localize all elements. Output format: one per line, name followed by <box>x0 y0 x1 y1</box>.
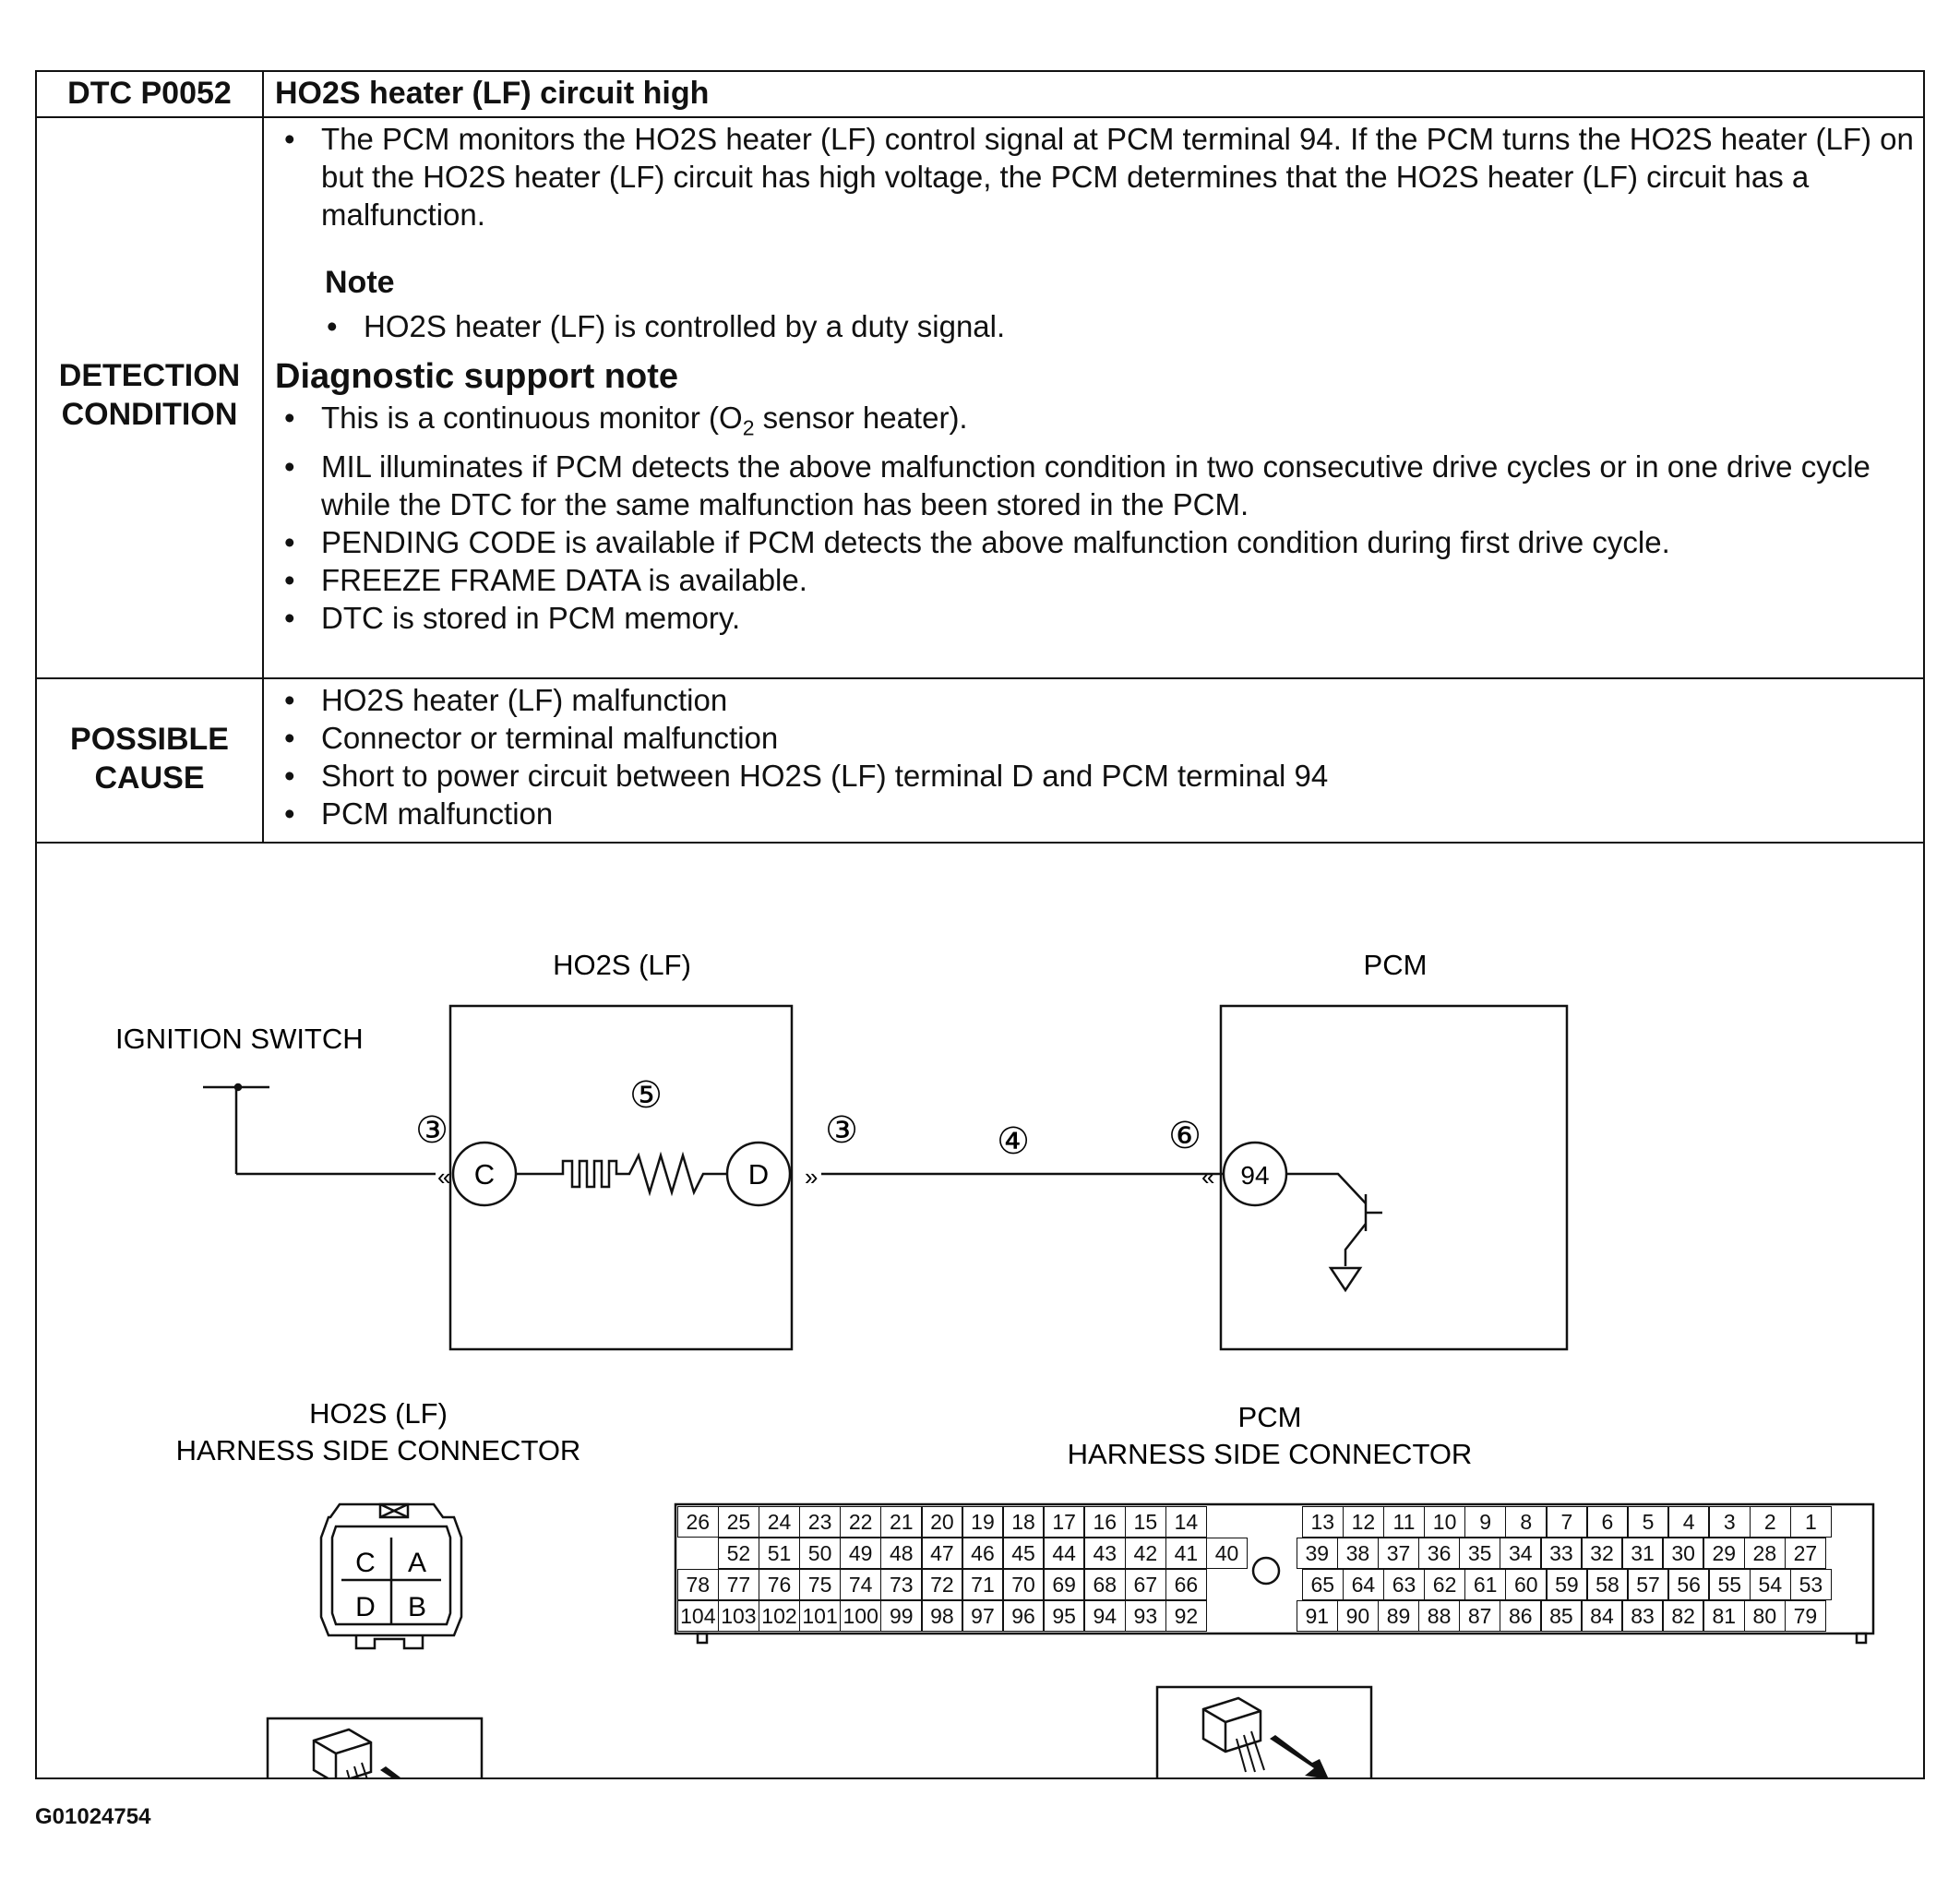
callout-3-right: ③ <box>825 1110 858 1151</box>
dtc-title: HO2S heater (LF) circuit high <box>275 76 710 111</box>
pcm-pin: 28 <box>1744 1538 1787 1569</box>
pcm-pin: 10 <box>1424 1506 1466 1538</box>
ignition-switch-label: IGNITION SWITCH <box>115 1023 364 1055</box>
pcm-pin-row-left <box>678 1569 1207 1600</box>
ho2s-connector-caption-line1: HO2S (LF) <box>309 1397 448 1430</box>
pcm-pin: 56 <box>1667 1569 1710 1600</box>
dsn-bullet: • FREEZE FRAME DATA is available. <box>269 561 1921 599</box>
pcm-pin: 73 <box>880 1569 923 1600</box>
pcm-pin: 40 <box>1206 1538 1249 1569</box>
cause-bullets <box>269 681 1921 832</box>
row-divider <box>37 677 1923 679</box>
pcm-pin: 53 <box>1790 1569 1833 1600</box>
ho2s-pin-d: D <box>355 1592 376 1622</box>
pcm-pin: 68 <box>1083 1569 1126 1600</box>
transistor-symbol <box>1286 1174 1382 1290</box>
pcm-pin: 30 <box>1662 1538 1704 1569</box>
pcm-pin: 76 <box>759 1569 801 1600</box>
pcm-pin: 52 <box>718 1538 760 1569</box>
pcm-pin: 87 <box>1459 1600 1501 1632</box>
label-line: CAUSE <box>94 760 205 796</box>
callout-3-left: ③ <box>415 1110 448 1151</box>
pcm-pin: 41 <box>1165 1538 1208 1569</box>
note-bullets <box>312 307 1921 345</box>
pcm-pin: 86 <box>1500 1600 1542 1632</box>
figure-id: G01024754 <box>35 1804 151 1829</box>
pcm-pin: 36 <box>1418 1538 1461 1569</box>
pcm-pin: 13 <box>1302 1506 1345 1538</box>
subscript: 2 <box>742 415 755 440</box>
cause-bullet: • Connector or terminal malfunction <box>269 719 1921 757</box>
pcm-pin-row-right <box>1297 1538 1826 1569</box>
pcm-pin: 17 <box>1043 1506 1085 1538</box>
label-line: POSSIBLE <box>70 722 229 757</box>
pcm-pin: 67 <box>1125 1569 1167 1600</box>
callout-4: ④ <box>997 1121 1030 1162</box>
pcm-title: PCM <box>1363 949 1428 981</box>
possible-cause-content <box>269 681 1921 832</box>
pcm-pin: 2 <box>1750 1506 1792 1538</box>
dsn-bullet: • PENDING CODE is available if PCM detects the above malfunction condition during first drive cycle. <box>269 523 1921 561</box>
pcm-pin: 96 <box>1002 1600 1045 1632</box>
pcm-pin: 70 <box>1002 1569 1045 1600</box>
pcm-pin: 60 <box>1505 1569 1548 1600</box>
pcm-pin: 31 <box>1621 1538 1664 1569</box>
pcm-pin: 11 <box>1383 1506 1426 1538</box>
pcm-pin: 103 <box>718 1600 760 1632</box>
pcm-pin: 92 <box>1165 1600 1208 1632</box>
pcm-pin: 9 <box>1464 1506 1507 1538</box>
pcm-pin: 59 <box>1546 1569 1588 1600</box>
pcm-pin: 42 <box>1125 1538 1167 1569</box>
pcm-pin: 64 <box>1343 1569 1385 1600</box>
connector-chevron-icon: « <box>437 1163 451 1191</box>
pcm-pin-row-left <box>678 1538 1248 1569</box>
pcm-pin: 35 <box>1459 1538 1501 1569</box>
harness-view-icon <box>268 1718 482 1777</box>
ho2s-pin-c: C <box>355 1548 376 1578</box>
pcm-pin: 54 <box>1750 1569 1792 1600</box>
pcm-pin: 84 <box>1581 1600 1623 1632</box>
pcm-pin <box>677 1538 720 1569</box>
pcm-pin: 77 <box>718 1569 760 1600</box>
note-bullet: • HO2S heater (LF) is controlled by a duty signal. <box>312 307 1921 345</box>
dtc-code: DTC P0052 <box>67 76 232 111</box>
note-title: Note <box>325 265 395 300</box>
pcm-pin: 24 <box>759 1506 801 1538</box>
pcm-pin: 26 <box>677 1506 720 1538</box>
pcm-pin: 100 <box>840 1600 882 1632</box>
pcm-pin: 57 <box>1627 1569 1669 1600</box>
row-divider <box>37 116 1923 118</box>
pcm-pin: 5 <box>1627 1506 1669 1538</box>
ignition-switch-symbol <box>203 1084 436 1174</box>
dsn-bullet <box>269 399 1921 448</box>
pcm-pin: 18 <box>1002 1506 1045 1538</box>
pcm-pin: 81 <box>1703 1600 1745 1632</box>
pcm-pin: 74 <box>840 1569 882 1600</box>
pcm-pin: 79 <box>1785 1600 1827 1632</box>
callout-5: ⑤ <box>629 1075 663 1116</box>
dsn-text: This is a continuous monitor (O <box>321 401 743 435</box>
pcm-pin: 21 <box>880 1506 923 1538</box>
pcm-pin: 27 <box>1785 1538 1827 1569</box>
dsn-bullet: • DTC is stored in PCM memory. <box>269 599 1921 637</box>
dtc-document <box>35 70 1925 1779</box>
pcm-pin: 91 <box>1297 1600 1339 1632</box>
dsn-text: sensor heater). <box>754 401 968 435</box>
pcm-pin: 15 <box>1125 1506 1167 1538</box>
pcm-pin: 71 <box>962 1569 1004 1600</box>
pcm-pin: 93 <box>1125 1600 1167 1632</box>
pcm-connector-caption-line2: HARNESS SIDE CONNECTOR <box>1067 1438 1473 1470</box>
ho2s-pin-a: A <box>407 1548 427 1578</box>
pcm-pin: 25 <box>718 1506 760 1538</box>
detection-main-bullet: • The PCM monitors the HO2S heater (LF) control signal at PCM terminal 94. If the PCM turns the HO2S heater (LF) on but the HO2S heater (LF) circuit has high voltage, the PCM determines that the HO2S heater (LF) circuit has a malfunction. <box>269 120 1921 233</box>
column-divider <box>262 72 264 844</box>
pcm-pin: 48 <box>880 1538 923 1569</box>
ho2s-title: HO2S (LF) <box>553 949 691 981</box>
pcm-pin: 50 <box>799 1538 842 1569</box>
ho2s-connector-caption-line2: HARNESS SIDE CONNECTOR <box>175 1434 581 1466</box>
terminal-c-label: C <box>473 1158 496 1191</box>
pcm-pin: 3 <box>1708 1506 1751 1538</box>
pcm-pin: 61 <box>1464 1569 1507 1600</box>
pcm-pin-row-left <box>678 1600 1207 1632</box>
pcm-pin: 66 <box>1165 1569 1208 1600</box>
pcm-pin: 33 <box>1540 1538 1583 1569</box>
cause-bullet: • Short to power circuit between HO2S (LF) terminal D and PCM terminal 94 <box>269 757 1921 795</box>
terminal-94-label: 94 <box>1240 1161 1270 1190</box>
pcm-pin: 90 <box>1337 1600 1380 1632</box>
pcm-pin: 8 <box>1505 1506 1548 1538</box>
pcm-pin: 85 <box>1540 1600 1583 1632</box>
wiring-diagram <box>37 844 1923 1777</box>
pcm-pin-row-right <box>1297 1600 1826 1632</box>
detection-condition-content <box>269 120 1921 637</box>
pcm-pin-row-right <box>1303 1569 1832 1600</box>
pcm-pin: 94 <box>1083 1600 1126 1632</box>
pcm-pin: 12 <box>1343 1506 1385 1538</box>
heater-element-symbol <box>516 1155 727 1192</box>
detection-condition-label <box>37 356 262 434</box>
pcm-pin: 97 <box>962 1600 1004 1632</box>
diagnostic-support-bullets <box>269 399 1921 637</box>
pcm-pin: 72 <box>921 1569 963 1600</box>
label-line: CONDITION <box>61 397 238 432</box>
pcm-pin: 46 <box>962 1538 1004 1569</box>
pcm-pin: 89 <box>1378 1600 1420 1632</box>
pcm-pin: 4 <box>1667 1506 1710 1538</box>
connector-chevron-icon: « <box>1201 1163 1215 1191</box>
callout-6: ⑥ <box>1168 1116 1201 1156</box>
pcm-pin: 62 <box>1424 1569 1466 1600</box>
label-line: DETECTION <box>58 358 241 393</box>
pcm-pin: 16 <box>1083 1506 1126 1538</box>
pcm-pin: 38 <box>1337 1538 1380 1569</box>
pcm-pin: 83 <box>1621 1600 1664 1632</box>
possible-cause-label <box>37 720 262 797</box>
pcm-pin: 32 <box>1581 1538 1623 1569</box>
pcm-pin: 43 <box>1083 1538 1126 1569</box>
pcm-pin: 23 <box>799 1506 842 1538</box>
pcm-pin: 102 <box>759 1600 801 1632</box>
pcm-pin: 75 <box>799 1569 842 1600</box>
pcm-pin-row-left <box>678 1506 1207 1538</box>
pcm-pin: 101 <box>799 1600 842 1632</box>
pcm-pin: 69 <box>1043 1569 1085 1600</box>
pcm-pin: 14 <box>1165 1506 1208 1538</box>
pcm-pin: 49 <box>840 1538 882 1569</box>
cause-bullet: • PCM malfunction <box>269 795 1921 832</box>
pcm-pin: 63 <box>1383 1569 1426 1600</box>
pcm-pin: 99 <box>880 1600 923 1632</box>
connector-chevron-icon: » <box>805 1163 819 1191</box>
pcm-pin: 58 <box>1586 1569 1629 1600</box>
pcm-pin: 34 <box>1500 1538 1542 1569</box>
ho2s-pin-b: B <box>407 1592 427 1622</box>
pcm-pin: 65 <box>1302 1569 1345 1600</box>
pcm-pin: 88 <box>1418 1600 1461 1632</box>
pcm-pin: 1 <box>1790 1506 1833 1538</box>
harness-view-icon <box>1157 1687 1371 1777</box>
pcm-pin: 22 <box>840 1506 882 1538</box>
pcm-pin: 37 <box>1378 1538 1420 1569</box>
pcm-pin: 29 <box>1703 1538 1745 1569</box>
pcm-pin: 55 <box>1708 1569 1751 1600</box>
pcm-connector-caption-line1: PCM <box>1237 1401 1302 1433</box>
pcm-pin: 82 <box>1662 1600 1704 1632</box>
pcm-pin: 20 <box>921 1506 963 1538</box>
pcm-pin: 39 <box>1297 1538 1339 1569</box>
pcm-pin: 78 <box>677 1569 720 1600</box>
cause-bullet: • HO2S heater (LF) malfunction <box>269 681 1921 719</box>
pcm-pin: 80 <box>1744 1600 1787 1632</box>
pcm-pin: 44 <box>1043 1538 1085 1569</box>
pcm-pin-row-right <box>1303 1506 1832 1538</box>
pcm-pin: 6 <box>1586 1506 1629 1538</box>
pcm-pin: 104 <box>677 1600 720 1632</box>
dsn-bullet: • MIL illuminates if PCM detects the above malfunction condition in two consecutive drive cycles or in one drive cycle while the DTC for the same malfunction has been stored in the PCM. <box>269 448 1921 523</box>
pcm-pin: 7 <box>1546 1506 1588 1538</box>
diagnostic-support-note-title: Diagnostic support note <box>275 357 678 396</box>
detection-bullets <box>269 120 1921 233</box>
pcm-pin: 19 <box>962 1506 1004 1538</box>
pcm-pin: 51 <box>759 1538 801 1569</box>
terminal-d-label: D <box>747 1158 770 1191</box>
pcm-pin: 98 <box>921 1600 963 1632</box>
pcm-pin: 95 <box>1043 1600 1085 1632</box>
ho2s-connector <box>321 1504 461 1648</box>
pcm-pin: 45 <box>1002 1538 1045 1569</box>
pcm-pin: 47 <box>921 1538 963 1569</box>
